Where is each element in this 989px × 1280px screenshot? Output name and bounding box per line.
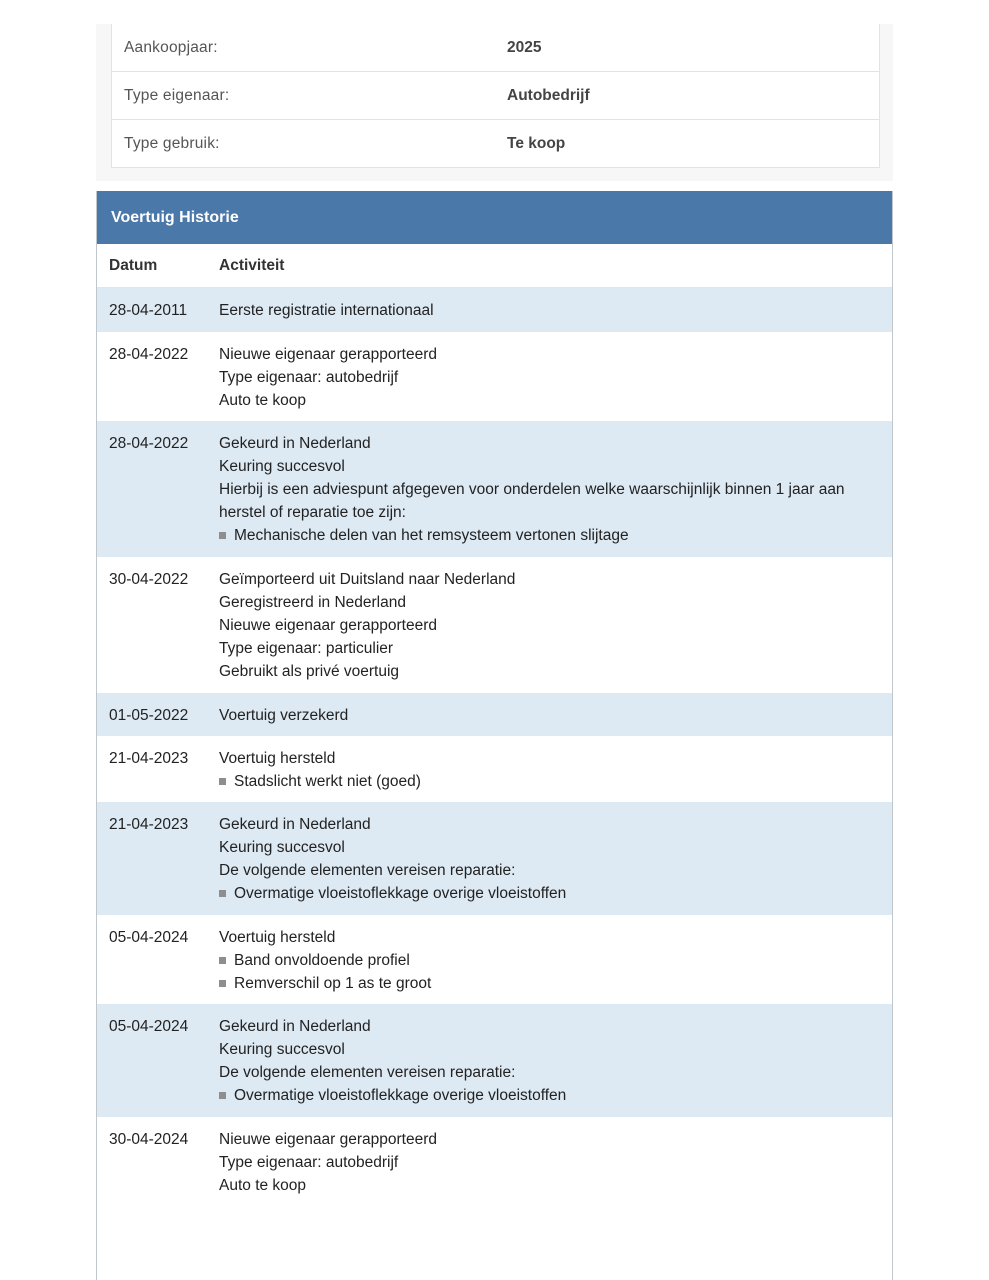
history-event xyxy=(97,802,892,915)
event-line: Geregistreerd in Nederland xyxy=(219,594,406,611)
event-line: Keuring succesvol xyxy=(219,458,345,475)
event-line: Nieuwe eigenaar gerapporteerd xyxy=(219,617,438,634)
event-activity xyxy=(219,343,892,412)
vehicle-history-panel xyxy=(96,191,893,1280)
history-event xyxy=(97,288,892,332)
event-line: De volgende elementen vereisen reparatie: xyxy=(219,1064,516,1081)
event-line: Nieuwe eigenaar gerapporteerd xyxy=(219,346,438,363)
event-line: Keuring succesvol xyxy=(219,1041,345,1058)
info-label: Aankoopjaar: xyxy=(124,38,218,56)
event-line: Eerste registratie internationaal xyxy=(219,302,434,319)
event-line: Gekeurd in Nederland xyxy=(219,816,371,833)
info-row-usage-type xyxy=(112,120,879,167)
event-bullet: Overmatige vloeistoflekkage overige vloeistoffen xyxy=(219,1084,874,1107)
event-line: Type eigenaar: autobedrijf xyxy=(219,1154,399,1171)
event-activity xyxy=(219,1015,892,1107)
history-title: Voertuig Historie xyxy=(97,191,892,244)
info-label: Type eigenaar: xyxy=(124,86,230,104)
event-date: 28-04-2022 xyxy=(109,435,189,452)
event-date: 05-04-2024 xyxy=(109,1018,189,1035)
history-column-header xyxy=(97,244,892,288)
info-row-purchase-year xyxy=(112,24,879,72)
event-line: Gekeurd in Nederland xyxy=(219,1018,371,1035)
event-activity xyxy=(219,1128,892,1197)
event-line: Voertuig verzekerd xyxy=(219,707,349,724)
history-event xyxy=(97,421,892,557)
event-activity xyxy=(219,568,892,683)
event-line: Voertuig hersteld xyxy=(219,929,336,946)
event-activity xyxy=(219,432,892,547)
history-event xyxy=(97,1117,892,1217)
event-date: 30-04-2024 xyxy=(109,1131,189,1148)
info-label: Type gebruik: xyxy=(124,134,220,152)
event-activity xyxy=(219,926,892,995)
info-row-owner-type xyxy=(112,72,879,120)
event-line: Auto te koop xyxy=(219,1177,307,1194)
event-bullet: Remverschil op 1 as te groot xyxy=(219,972,874,995)
history-event xyxy=(97,736,892,802)
column-header-activity: Activiteit xyxy=(219,256,285,274)
history-event xyxy=(97,693,892,736)
event-bullet: Mechanische delen van het remsysteem vertonen slijtage xyxy=(219,524,874,547)
owner-info-table xyxy=(111,24,880,168)
event-date: 21-04-2023 xyxy=(109,816,189,833)
event-bullet: Band onvoldoende profiel xyxy=(219,949,874,972)
event-bullet: Stadslicht werkt niet (goed) xyxy=(219,770,874,793)
event-date: 28-04-2011 xyxy=(109,302,188,319)
event-line: Type eigenaar: autobedrijf xyxy=(219,369,399,386)
event-line: Gebruikt als privé voertuig xyxy=(219,663,400,680)
history-event xyxy=(97,557,892,693)
event-bullet: Overmatige vloeistoflekkage overige vloeistoffen xyxy=(219,882,874,905)
event-date: 30-04-2022 xyxy=(109,571,189,588)
event-line: Keuring succesvol xyxy=(219,839,345,856)
event-date: 21-04-2023 xyxy=(109,750,189,767)
event-activity xyxy=(219,747,892,793)
event-line: Geïmporteerd uit Duitsland naar Nederland xyxy=(219,571,516,588)
event-activity xyxy=(219,299,892,322)
event-line: Type eigenaar: particulier xyxy=(219,640,394,657)
event-line: Nieuwe eigenaar gerapporteerd xyxy=(219,1131,438,1148)
event-line: Voertuig hersteld xyxy=(219,750,336,767)
event-date: 05-04-2024 xyxy=(109,929,189,946)
history-event xyxy=(97,1004,892,1117)
info-value: Autobedrijf xyxy=(507,86,590,104)
event-date: 01-05-2022 xyxy=(109,707,189,724)
column-header-date: Datum xyxy=(109,256,158,274)
event-date: 28-04-2022 xyxy=(109,346,189,363)
event-line: Hierbij is een adviespunt afgegeven voor onderdelen welke waarschijnlijk binnen 1 jaar aan herstel of reparatie toe zijn: xyxy=(219,481,845,521)
event-activity xyxy=(219,704,892,727)
history-event xyxy=(97,915,892,1004)
history-event xyxy=(97,332,892,421)
event-line: De volgende elementen vereisen reparatie: xyxy=(219,862,516,879)
event-line: Auto te koop xyxy=(219,392,307,409)
owner-info-card xyxy=(96,24,893,181)
event-line: Gekeurd in Nederland xyxy=(219,435,371,452)
info-value: Te koop xyxy=(507,134,566,152)
info-value: 2025 xyxy=(507,38,542,56)
event-activity xyxy=(219,813,892,905)
